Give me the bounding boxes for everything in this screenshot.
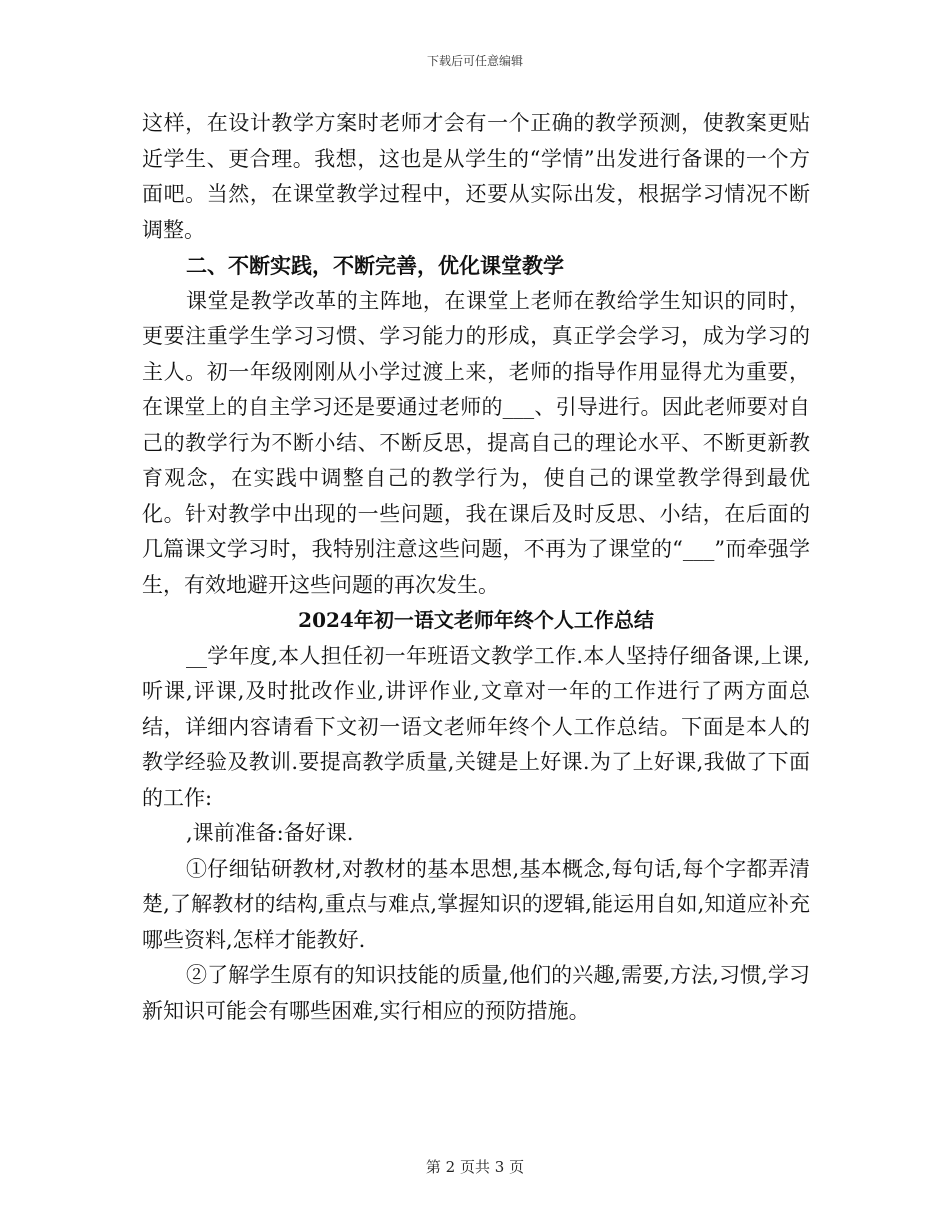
section-heading: 二、不断实践，不断完善，优化课堂教学 [186, 253, 564, 278]
page-header [0, 52, 950, 69]
paragraph-classroom: 课堂是教学改革的主阵地，在课堂上老师在教给学生知识的同时，更要注重学生学习习惯、学习能力的形成，真正学会学习，成为学习的主人。初一年级刚刚从小学过渡上来，老师的指导作用显得尤为重要，在课堂上的自主学习还是要通过老师的___、引导进行。因此老师要对自己的教学行为不断小结、不断反思，提高自己的理论水平、不断更新教育观念，在实践中调整自己的教学行为，使自己的课堂教学得到最优化。针对教学中出现的一些问题，我在课后及时反思、小结，在后面的几篇课文学习时，我特别注意这些问题，不再为了课堂的“___”而牵强学生，有效地避开这些问题的再次发生。 [142, 288, 810, 597]
document-title: 2024年初一语文老师年终个人工作总结 [298, 608, 654, 632]
paragraph-preparation: ,课前准备:备好课. [186, 821, 354, 845]
paragraph-intro: __学年度,本人担任初一年班语文教学工作.本人坚持仔细备课,上课,听课,评课,及时批改作业,讲评作业,文章对一年的工作进行了两方面总结，详细内容请看下文初一语文老师年终个人工作总结。下面是本人的教学经验及教训.要提高教学质量,关键是上好课.为了上好课,我做了下面的工作: [142, 643, 810, 810]
page-footer [0, 1156, 950, 1177]
page-number: 第 2 页共 3 页 [425, 1158, 525, 1176]
paragraph-continuation: 这样，在设计教学方案时老师才会有一个正确的教学预测，使教案更贴近学生、更合理。我想，这也是从学生的“学情”出发进行备课的一个方面吧。当然，在课堂教学过程中，还要从实际出发，根据学习情况不断调整。 [142, 111, 810, 242]
paragraph-item-2: ②了解学生原有的知识技能的质量,他们的兴趣,需要,方法,习惯,学习新知识可能会有哪些困难,实行相应的预防措施。 [142, 963, 810, 1023]
document-body [142, 106, 810, 1029]
header-text: 下载后可任意编辑 [426, 54, 523, 68]
paragraph-item-1: ①仔细钻研教材,对教材的基本思想,基本概念,每句话,每个字都弄清楚,了解教材的结构,重点与难点,掌握知识的逻辑,能运用自如,知道应补充哪些资料,怎样才能教好. [142, 856, 810, 952]
